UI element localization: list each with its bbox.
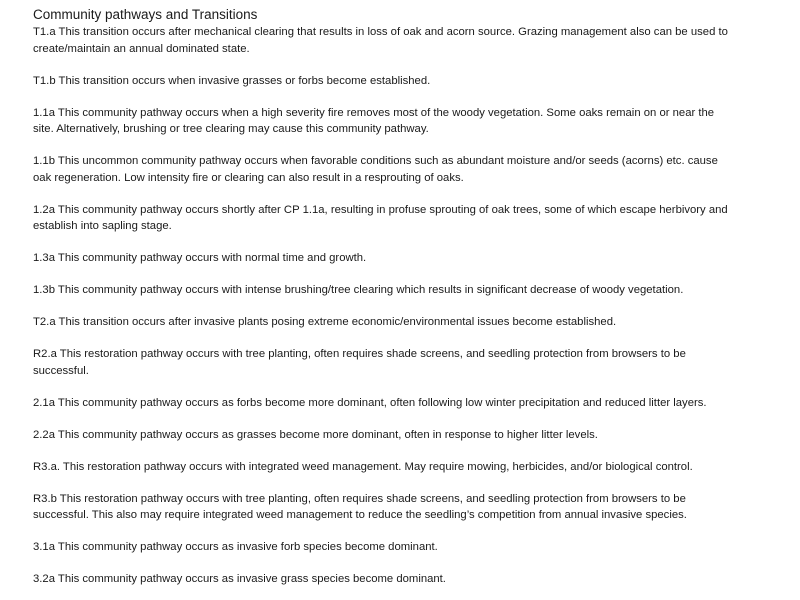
entry-1-3a [33,250,790,267]
entry-1-1b-line2: oak regeneration. Low intensity fire or clearing can also result in a resprouting of oaks. [33,171,464,184]
paragraph-gap [33,331,790,347]
entry-3-1a-line1: 3.1a This community pathway occurs as invasive forb species become dominant. [33,541,438,553]
paragraph-gap [33,524,790,540]
entry-2-1a-line1: 2.1a This community pathway occurs as forbs become more dominant, often following low winter precipitation and reduced litter layers. [33,396,707,409]
entry-1-1b [33,153,790,186]
entry-r2a-line1: R2.a This restoration pathway occurs with tree planting, often requires shade screens, and seedling protection from browsers to be [33,348,686,360]
entry-r2a [33,346,790,379]
paragraph-gap [33,299,790,315]
entry-t2a-line1: T2.a This transition occurs after invasive plants posing extreme economic/environmental issues become established. [33,316,617,328]
paragraph-gap [33,186,790,202]
entry-1-1a-line2: site. Alternatively, brushing or tree clearing may cause this community pathway. [33,123,429,135]
entry-t1a-line2: create/maintain an annual dominated state. [33,42,250,55]
entry-3-2a-line1: 3.2a This community pathway occurs as invasive grass species become dominant. [33,573,446,585]
entry-1-2a-line1: 1.2a This community pathway occurs shortly after CP 1.1a, resulting in profuse sprouting of oak trees, some of which escape herbivory and [33,203,728,216]
entry-r2a-line2: successful. [33,364,89,377]
entry-2-2a-line1: 2.2a This community pathway occurs as grasses become more dominant, often in response to higher litter levels. [33,428,598,441]
paragraph-gap [33,89,790,105]
document-body [33,6,790,588]
paragraph-gap [33,556,790,572]
paragraph-gap [33,267,790,283]
entry-1-1b-line1: 1.1b This uncommon community pathway occurs when favorable conditions such as abundant moisture and/or seeds (acorns) etc. cause [33,155,718,167]
paragraph-gap [33,379,790,395]
page-title: Community pathways and Transitions [33,7,258,22]
entry-t1a [33,24,790,57]
entry-1-2a [33,202,790,235]
entry-1-1a-line1: 1.1a This community pathway occurs when a high severity fire removes most of the woody vegetation. Some oaks remain on or near the [33,106,715,119]
entry-1-3a-line1: 1.3a This community pathway occurs with normal time and growth. [33,252,367,264]
paragraph-gap [33,443,790,459]
paragraph-gap [33,57,790,73]
entry-1-3b [33,282,790,299]
entry-r3a-line1: R3.a. This restoration pathway occurs with integrated weed management. May require mowing, herbicides, and/or biological control. [33,460,693,473]
entry-3-2a [33,571,790,588]
entry-t1b-line1: T1.b This transition occurs when invasive grasses or forbs become established. [33,74,431,87]
entry-r3b-line2: successful. This also may require integrated weed management to reduce the seedling’s competition from annual invasive species. [33,509,687,521]
paragraph-gap [33,411,790,427]
entry-r3b-line1: R3.b This restoration pathway occurs with tree planting, often requires shade screens, and seedling protection from browsers to be [33,492,686,505]
entry-1-1a [33,105,790,138]
entry-1-2a-line2: establish into sapling stage. [33,220,172,232]
entry-t1a-line1: T1.a This transition occurs after mechanical clearing that results in loss of oak and acorn source. Grazing management also can be used to [33,26,728,38]
entry-t1b [33,73,790,90]
paragraph-gap [33,475,790,491]
entry-2-2a [33,427,790,444]
entry-r3b [33,491,790,524]
entry-1-3b-line1: 1.3b This community pathway occurs with intense brushing/tree clearing which results in significant decrease of woody vegetation. [33,284,684,296]
entry-2-1a [33,395,790,412]
entry-3-1a [33,539,790,556]
paragraph-gap [33,235,790,251]
entry-t2a [33,314,790,331]
paragraph-gap [33,138,790,154]
entry-r3a [33,459,790,476]
